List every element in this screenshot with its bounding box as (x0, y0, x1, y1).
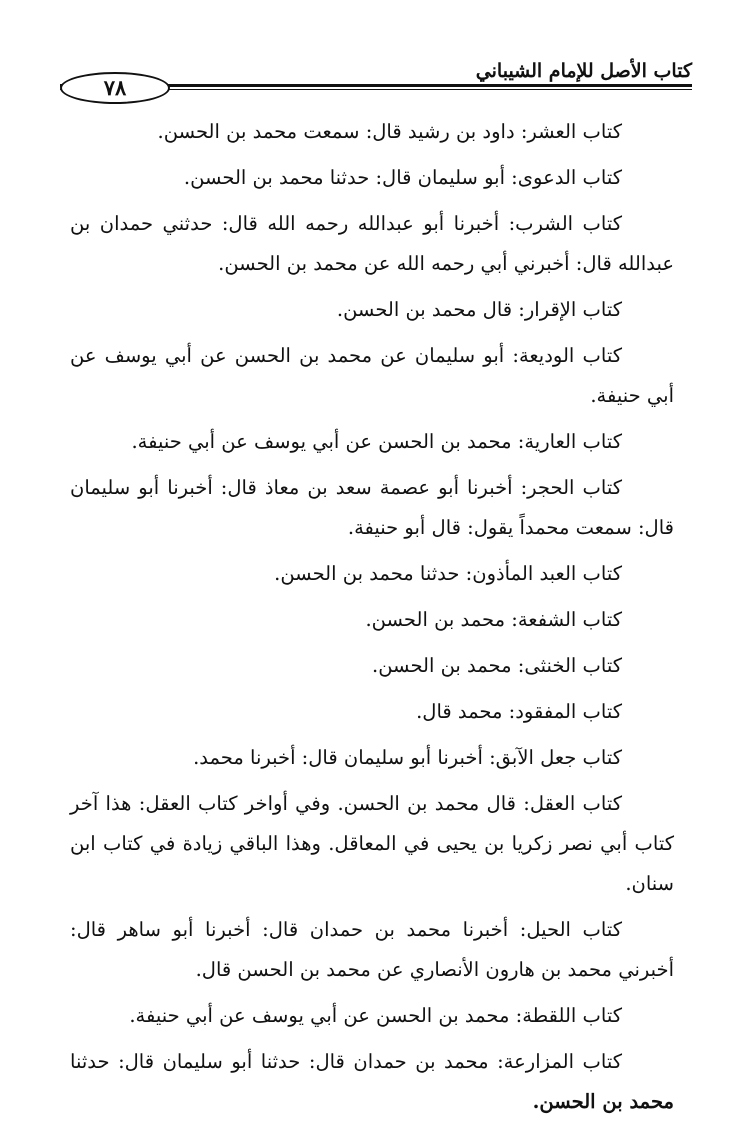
page-header (60, 58, 692, 98)
entry-kitab-al-abd-al-madhun: كتاب العبد المأذون: حدثنا محمد بن الحسن. (274, 562, 622, 585)
page-body (70, 112, 674, 1128)
entry-kitab-al-shurb: كتاب الشرب: أخبرنا أبو عبدالله رحمه الله قال: حدثني حمدان بن عبدالله قال: أخبرني أبي رحمه الله عن محمد بن الحسن. (70, 212, 674, 275)
entry-kitab-al-shufa: كتاب الشفعة: محمد بن الحسن. (365, 608, 622, 631)
entry-kitab-al-wadia: كتاب الوديعة: أبو سليمان عن محمد بن الحسن عن أبي يوسف عن أبي حنيفة. (70, 344, 674, 407)
page-number: ٧٨ (60, 72, 170, 104)
entry-kitab-al-ushr: كتاب العشر: داود بن رشيد قال: سمعت محمد بن الحسن. (157, 120, 622, 143)
entry-kitab-al-hiyal: كتاب الحيل: أخبرنا محمد بن حمدان قال: أخبرنا أبو ساهر قال: أخبرني محمد بن هارون الأنصاري عن محمد بن الحسن قال. (70, 918, 674, 981)
entry-muzaraa-tail: محمد بن الحسن. (532, 1090, 674, 1113)
entry-kitab-al-aql: كتاب العقل: قال محمد بن الحسن. وفي أواخر كتاب العقل: هذا آخر كتاب أبي نصر زكريا بن يحيى في المعاقل. وهذا الباقي زيادة في كتاب ابن سنان. (70, 792, 674, 895)
entry-muzaraa-text: كتاب المزارعة: محمد بن حمدان قال: حدثنا أبو سليمان قال: حدثنا (70, 1050, 622, 1073)
entry-kitab-al-khuntha: كتاب الخنثى: محمد بن الحسن. (372, 654, 622, 677)
entry-kitab-al-muzaraa (70, 1042, 674, 1122)
entry-kitab-al-mafqud: كتاب المفقود: محمد قال. (416, 700, 622, 723)
entry-kitab-al-ariya: كتاب العارية: محمد بن الحسن عن أبي يوسف عن أبي حنيفة. (131, 430, 622, 453)
entry-kitab-al-dawa: كتاب الدعوى: أبو سليمان قال: حدثنا محمد بن الحسن. (183, 166, 622, 189)
entry-kitab-al-luqata: كتاب اللقطة: محمد بن الحسن عن أبي يوسف عن أبي حنيفة. (129, 1004, 622, 1027)
book-title: كتاب الأصل للإمام الشيباني (475, 60, 692, 82)
entry-kitab-jal-al-abiq: كتاب جعل الآبق: أخبرنا أبو سليمان قال: أخبرنا محمد. (193, 746, 622, 769)
entry-kitab-al-hajr: كتاب الحجر: أخبرنا أبو عصمة سعد بن معاذ قال: أخبرنا أبو سليمان قال: سمعت محمداً يقول: قال أبو حنيفة. (70, 476, 674, 539)
entry-kitab-al-iqrar: كتاب الإقرار: قال محمد بن الحسن. (336, 298, 622, 321)
